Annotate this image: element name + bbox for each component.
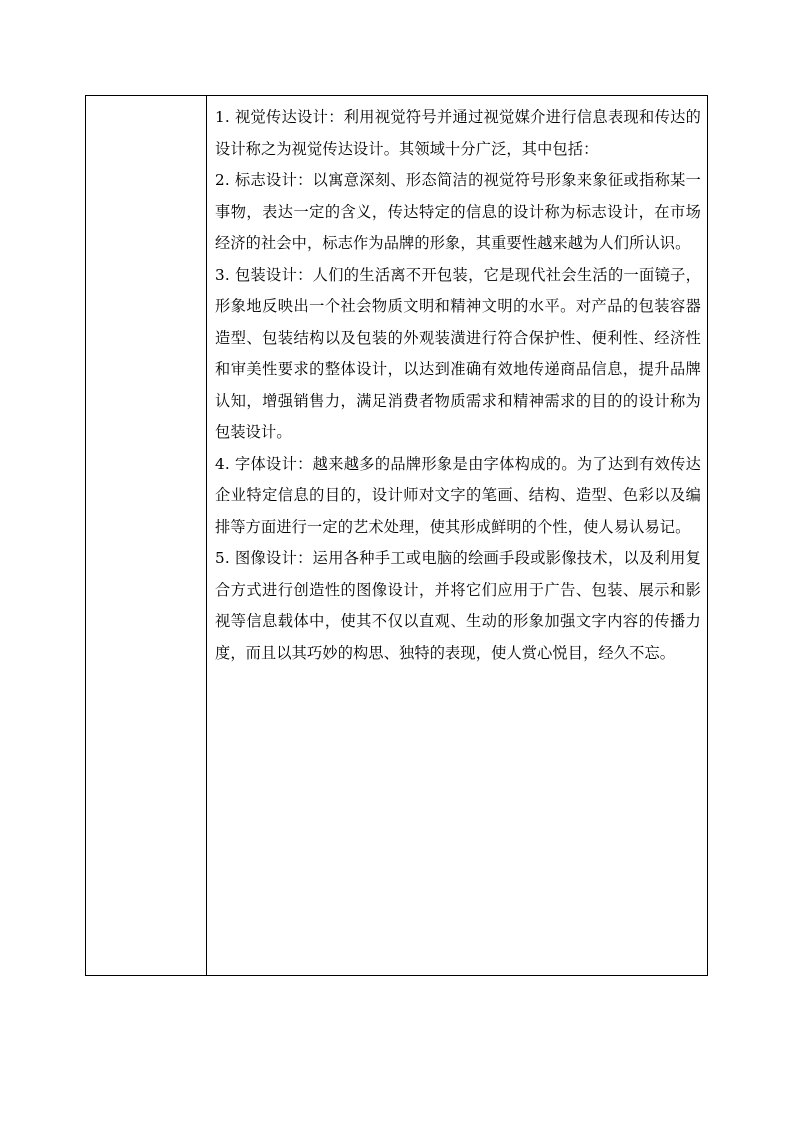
table-right-cell [207, 96, 707, 975]
paragraph-logo-design: 2. 标志设计：以寓意深刻、形态简洁的视觉符号形象来象征或指称某一事物，表达一定的含义，传达特定的信息的设计称为标志设计，在市场经济的社会中，标志作为品牌的形象，其重要性越来越为人们所认识。 [215, 171, 701, 252]
table-left-cell [86, 96, 207, 975]
paragraph-image-design: 5. 图像设计：运用各种手工或电脑的绘画手段或影像技术，以及利用复合方式进行创造性的图像设计，并将它们应用于广告、包装、展示和影视等信息载体中，使其不仅以直观、生动的形象加强文字内容的传播力度，而且以其巧妙的构思、独特的表现，使人赏心悦目，经久不忘。 [215, 549, 701, 662]
paragraph-packaging-design: 3. 包装设计：人们的生活离不开包装，它是现代社会生活的一面镜子，形象地反映出一个社会物质文明和精神文明的水平。对产品的包装容器造型、包装结构以及包装的外观装潢进行符合保护性、便利性、经济性和审美性要求的整体设计，以达到准确有效地传递商品信息，提升品牌认知，增强销售力，满足消费者物质需求和精神需求的目的的设计称为包装设计。 [215, 265, 701, 441]
paragraph-typeface-design: 4. 字体设计：越来越多的品牌形象是由字体构成的。为了达到有效传达企业特定信息的目的，设计师对文字的笔画、结构、造型、色彩以及编排等方面进行一定的艺术处理，使其形成鲜明的个性，使人易认易记。 [215, 454, 701, 536]
paragraph-visual-communication-design: 1. 视觉传达设计：利用视觉符号并通过视觉媒介进行信息表现和传达的设计称之为视觉传达设计。其领域十分广泛，其中包括： [215, 108, 701, 158]
content-table [85, 95, 708, 976]
